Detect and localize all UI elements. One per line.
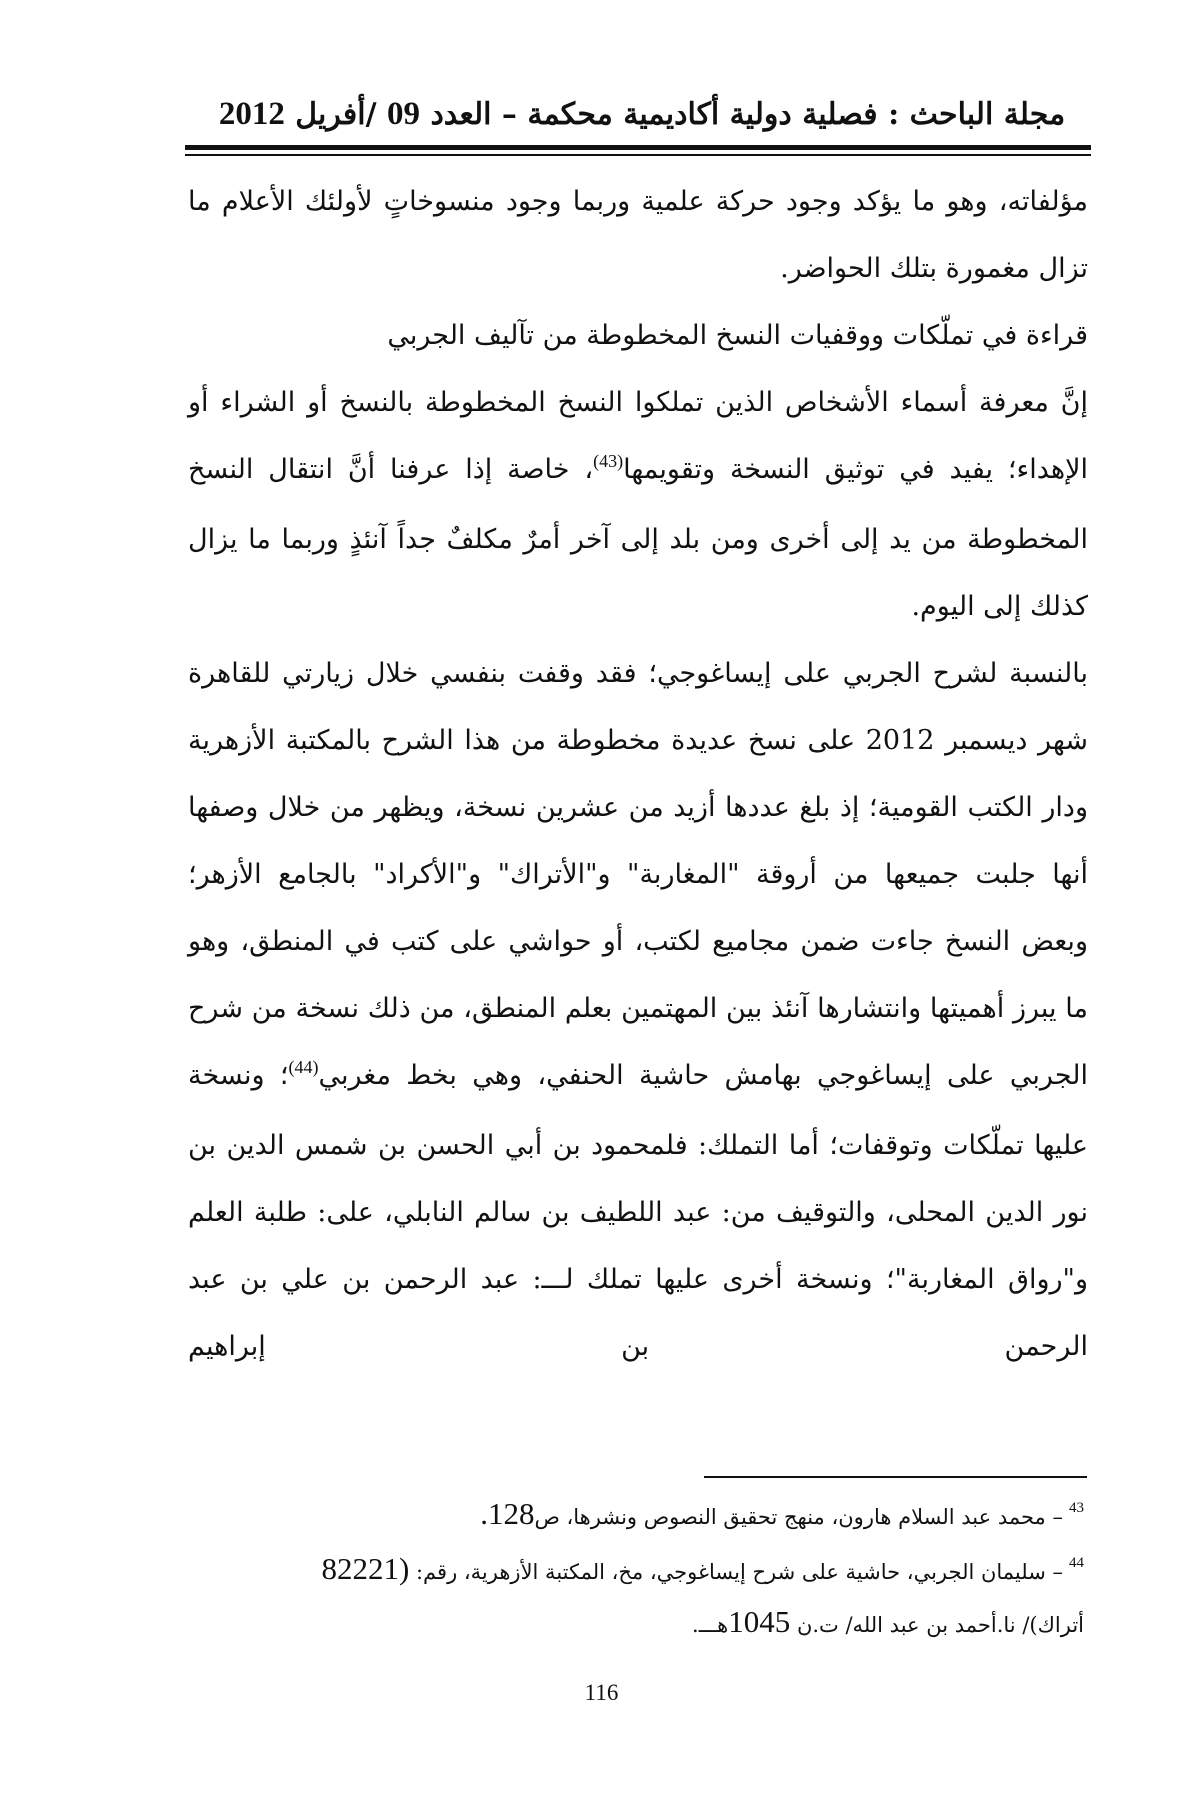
paragraph-2-part-1: إنَّ معرفة أسماء الأشخاص الذين تملكوا النسخ المخطوطة بالنسخ أو الشراء أو الإهداء؛ يفيد في توثيق النسخة وتقويمها <box>188 387 1089 485</box>
paragraph-2 <box>188 369 1088 640</box>
footnote-44 <box>188 1543 1084 1601</box>
header-rule-thick <box>185 145 1091 150</box>
paragraph-3-part-2: ؛ ونسخة عليها تملّكات وتوقفات؛ أما التملك: فلمحمود بن أبي الحسن بن شمس الدين بن نور الدين المحلى، والتوقيف من: عبد اللطيف بن سالم النابلي، على: طلبة العلم و"رواق المغاربة"؛ ونسخة أخرى عليها تملك لـــ: عبد الرحمن بن علي بن عبد الرحمن بن إبراهيم <box>188 1060 1088 1362</box>
footnote-44-year: 1045 <box>728 1604 791 1639</box>
header-title: مجلة الباحث : فصلية دولية أكاديمية محكمة – العدد <box>430 97 1066 132</box>
footnote-ref-44[interactable]: (44) <box>288 1057 319 1077</box>
journal-header <box>193 92 1091 137</box>
header-rule-thin <box>185 154 1091 156</box>
footnote-43-mark: 43 <box>1069 1500 1084 1516</box>
paragraph-3-part-1: بالنسبة لشرح الجربي على إيساغوجي؛ فقد وقفت بنفسي خلال زيارتي للقاهرة شهر ديسمبر 2012 على نسخ عديدة مخطوطة من هذا الشرح بالمكتبة الأزهرية ودار الكتب القومية؛ إذ بلغ عددها أزيد من عشرين نسخة، ويظهر من خلال وصفها أنها جلبت جميعها من أروقة "المغاربة" و"الأتراك" و"الأكراد" بالجامع الأزهر؛ وبعض النسخ جاءت ضمن مجاميع لكتب، أو حواشي على كتب في المنطق، وهو ما يبرز أهميتها وانتشارها آنئذ بين المهتمين بعلم المنطق، من ذلك نسخة من شرح الجربي على إيساغوجي بهامش حاشية الحنفي، وهي بخط مغربي <box>188 658 1088 1091</box>
header-issue-number: 09 <box>386 96 420 132</box>
section-heading: قراءة في تملّكات ووقفيات النسخ المخطوطة من تآليف الجربي <box>387 320 1088 351</box>
footnote-43-page: 128. <box>480 1496 535 1531</box>
paragraph-2-part-2: ، خاصة إذا عرفنا أنَّ انتقال النسخ المخطوطة من يد إلى أخرى ومن بلد إلى آخر أمرٌ مكلفٌ جداً آنئذٍ وربما ما يزال كذلك إلى اليوم. <box>188 454 1088 622</box>
footnote-separator <box>704 1476 1087 1478</box>
article-body <box>188 168 1088 1380</box>
header-month: /أفريل <box>295 97 377 132</box>
footnote-44-line2-a: أتراك)/ نا.أحمد بن عبد الله/ ت.ن <box>796 1613 1084 1637</box>
footnote-44-line2-b: هـــ. <box>692 1613 729 1637</box>
paragraph-1: مؤلفاته، وهو ما يؤكد وجود حركة علمية وربما وجود منسوخاتٍ لأولئك الأعلام ما تزال مغمورة بتلك الحواضر. <box>188 186 1088 284</box>
footnote-44-number: (82221 <box>321 1551 410 1586</box>
footnote-43-text: – محمد عبد السلام هارون، منهج تحقيق النصوص ونشرها، ص <box>534 1505 1063 1529</box>
page-number: 116 <box>584 1680 619 1705</box>
footnote-44-mark: 44 <box>1069 1555 1084 1571</box>
header-year: 2012 <box>218 96 285 132</box>
footnote-43 <box>188 1488 1084 1546</box>
footnote-44-line-2 <box>188 1596 1084 1651</box>
paragraph-3 <box>188 640 1088 1380</box>
footnote-44-text: – سليمان الجربي، حاشية على شرح إيساغوجي، مخ، المكتبة الأزهرية، رقم: <box>415 1560 1063 1584</box>
footnote-ref-43[interactable]: (43) <box>593 451 624 471</box>
